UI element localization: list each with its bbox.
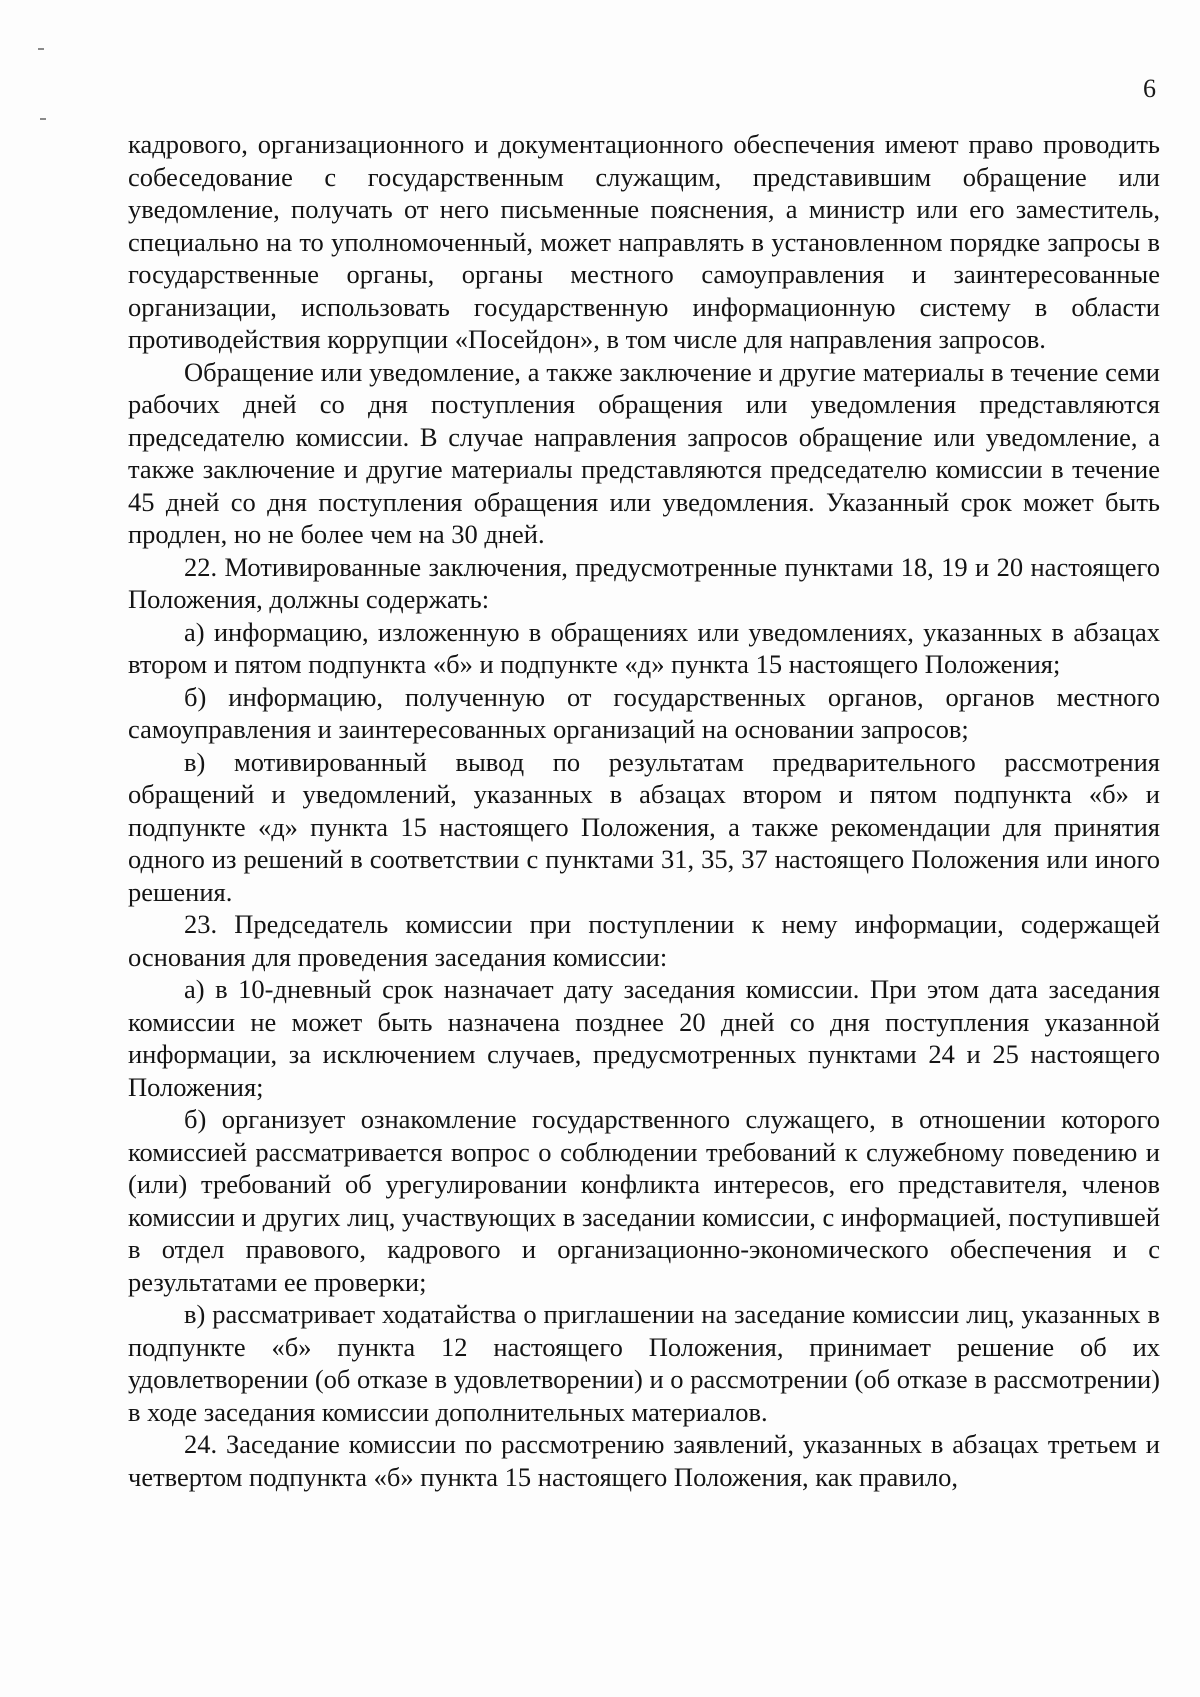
- subparagraph-22-b: б) информацию, полученную от государственных органов, органов местного самоуправления и заинтересованных организаций на основании запросов;: [128, 681, 1160, 744]
- subparagraph-23-v: в) рассматривает ходатайства о приглашении на заседание комиссии лиц, указанных в подпункте «б» пункта 12 настоящего Положения, принимает решение об их удовлетворении (об отказе в удовлетворении) и о рассмотрении (об отказе в рассмотрении) в ходе заседания комиссии дополнительных материалов.: [128, 1299, 1160, 1427]
- document-body: [128, 128, 1160, 1493]
- subparagraph-22-a: а) информацию, изложенную в обращениях или уведомлениях, указанных в абзацах втором и пятом подпункта «б» и подпункте «д» пункта 15 настоящего Положения;: [128, 616, 1160, 679]
- paragraph-continuation: кадрового, организационного и документационного обеспечения имеют право проводить собеседование с государственным служащим, представившим обращение или уведомление, получать от него письменные пояснения, а министр или его заместитель, специально на то уполномоченный, может направлять в установленном порядке запросы в государственные органы, органы местного самоуправления и заинтересованные организации, использовать государственную информационную систему в области противодействия коррупции «Посейдон», в том числе для направления запросов.: [128, 129, 1160, 354]
- paragraph-item-22: 22. Мотивированные заключения, предусмотренные пунктами 18, 19 и 20 настоящего Положения, должны содержать:: [128, 551, 1160, 614]
- subparagraph-23-b: б) организует ознакомление государственного служащего, в отношении которого комиссией рассматривается вопрос о соблюдении требований к служебному поведению и (или) требований об урегулировании конфликта интересов, его представителя, членов комиссии и других лиц, участвующих в заседании комиссии, с информацией, поступившей в отдел правового, кадрового и организационно-экономического обеспечения и с результатами ее проверки;: [128, 1104, 1160, 1297]
- paragraph: Обращение или уведомление, а также заключение и другие материалы в течение семи рабочих дней со дня поступления обращения или уведомления представляются председателю комиссии. В случае направления запросов обращение или уведомление, а также заключение и другие материалы представляются председателю комиссии в течение 45 дней со дня поступления обращения или уведомления. Указанный срок может быть продлен, но не более чем на 30 дней.: [128, 356, 1160, 549]
- page-number: 6: [1143, 74, 1156, 103]
- paragraph-item-23: 23. Председатель комиссии при поступлении к нему информации, содержащей основания для проведения заседания комиссии:: [128, 909, 1160, 972]
- scan-speck: [40, 118, 46, 120]
- subparagraph-23-a: а) в 10-дневный срок назначает дату заседания комиссии. При этом дата заседания комиссии не может быть назначена позднее 20 дней со дня поступления указанной информации, за исключением случаев, предусмотренных пунктами 24 и 25 настоящего Положения;: [128, 974, 1160, 1102]
- paragraph-item-24: 24. Заседание комиссии по рассмотрению заявлений, указанных в абзацах третьем и четвертом подпункта «б» пункта 15 настоящего Положения, как правило,: [128, 1429, 1160, 1492]
- subparagraph-22-v: в) мотивированный вывод по результатам предварительного рассмотрения обращений и уведомлений, указанных в абзацах втором и пятом подпункта «б» и подпункте «д» пункта 15 настоящего Положения, а также рекомендации для принятия одного из решений в соответствии с пунктами 31, 35, 37 настоящего Положения или иного решения.: [128, 746, 1160, 907]
- scan-speck: [38, 48, 44, 50]
